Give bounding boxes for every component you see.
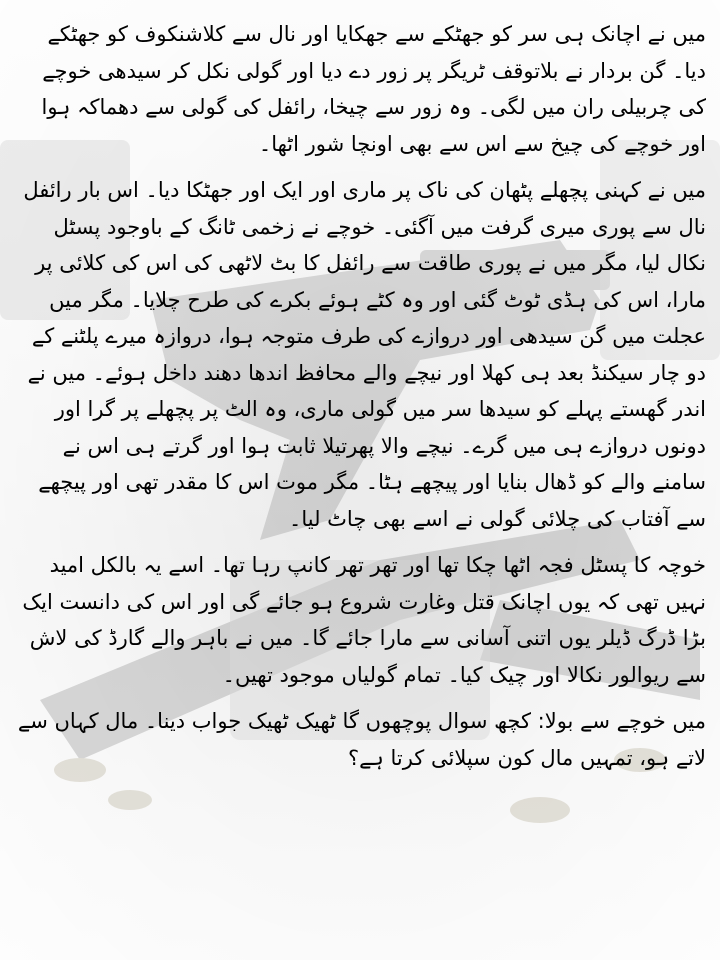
paragraph-4: میں خوچے سے بولا: کچھ سوال پوچھوں گا ٹھیک ٹھیک جواب دینا۔ مال کہاں سے لاتے ہو، تمہیں مال کون سپلائی کرتا ہے؟ bbox=[17, 709, 706, 770]
paragraph-2: میں نے کہنی پچھلے پٹھان کی ناک پر ماری اور ایک اور جھٹکا دیا۔ اس بار رائفل نال سے پوری میری گرفت میں آگئی۔ خوچے نے زخمی ٹانگ کے باوجود پسٹل نکال لیا، مگر میں نے پوری طاقت سے رائفل کا بٹ لاٹھی کی اس کی کلائی پر مارا، اس کی ہڈی ٹوٹ گئی اور وہ کٹے ہوئے بکرے کی طرح چلایا۔ مگر میں عجلت میں گن سیدھی اور دروازے کی طرف متوجہ ہوا، دروازہ میرے پلٹنے کے دو چار سیکنڈ بعد ہی کھلا اور نیچے والے محافظ اندھا دھند داخل ہوئے۔ میں نے اندر گھستے پہلے کو سیدھا سر میں گولی ماری، وہ الٹ پر پچھلے پر گرا اور دونوں دروازے ہی میں گرے۔ نیچے والا پھرتیلا ثابت ہوا اور گرتے ہی اس نے سامنے والے کو ڈھال بنایا اور پیچھے ہٹا۔ مگر موت اس کا مقدر تھی اور پیچھے سے آفتاب کی چلائی گولی نے اسے بھی چاٹ لیا۔ bbox=[23, 178, 706, 531]
paragraph-3: خوچہ کا پسٹل فجہ اٹھا چکا تھا اور تھر تھر کانپ رہا تھا۔ اسے یہ بالکل امید نہیں تھی کہ یوں اچانک قتل وغارت شروع ہو جائے گی اور اس کی دانست ایک بڑا ڈرگ ڈیلر یوں اتنی آسانی سے مارا جائے گا۔ میں نے باہر والے گارڈ کی لاش سے ریوالور نکالا اور چیک کیا۔ تمام گولیاں موجود تھیں۔ bbox=[22, 553, 706, 687]
paragraph-1: میں نے اچانک ہی سر کو جھٹکے سے جھکایا اور نال سے کلاشنکوف کو جھٹکے دیا۔ گن بردار نے بلاتوقف ٹریگر پر زور دے دیا اور گولی نکل کر سیدھی خوچے کی چربیلی ران میں لگی۔ وہ زور سے چیخا، رائفل کی گولی سے دھماکہ ہوا اور خوچے کی چیخ سے اس سے بھی اونچا شور اٹھا۔ bbox=[41, 22, 706, 156]
story-text-block bbox=[14, 16, 706, 786]
